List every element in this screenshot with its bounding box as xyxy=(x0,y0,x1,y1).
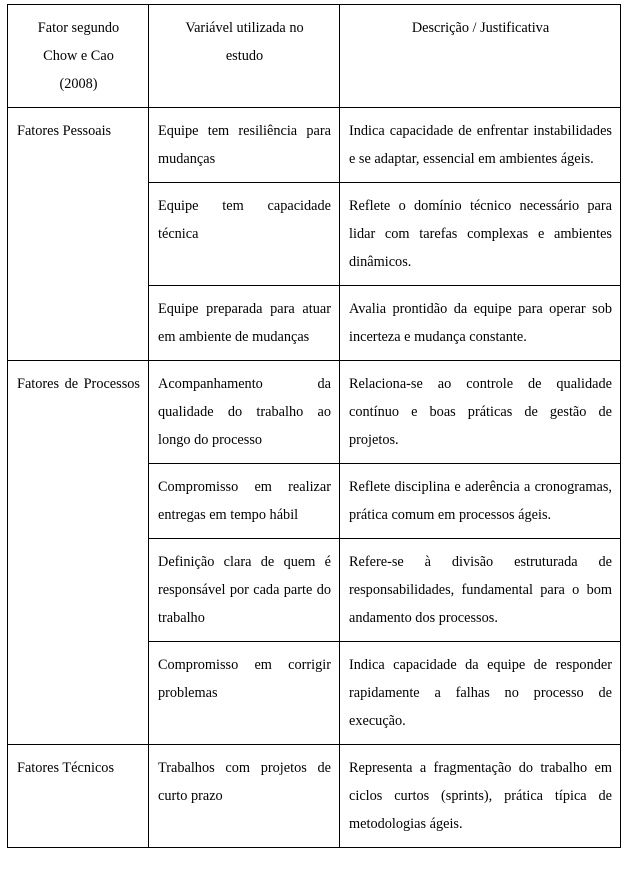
factors-table xyxy=(7,4,621,848)
variable-cell: Compromisso em realizar entregas em tempo hábil xyxy=(149,464,340,539)
description-cell: Reflete disciplina e aderência a cronogramas, prática comum em processos ágeis. xyxy=(340,464,621,539)
variable-cell: Trabalhos com projetos de curto prazo xyxy=(149,745,340,848)
column-header-variable-line-2: estudo xyxy=(225,48,264,65)
factor-group-label: Fatores de Processos xyxy=(8,361,149,745)
description-cell: Reflete o domínio técnico necessário para lidar com tarefas complexas e ambientes dinâmicos. xyxy=(340,183,621,286)
factors-table-container xyxy=(7,4,620,848)
column-header-factor-line-1: Fator segundo xyxy=(37,20,120,36)
table-header xyxy=(8,5,621,108)
column-header-variable-line-1: Variável utilizada no xyxy=(185,20,304,36)
column-header-factor-line-2: Chow e Cao xyxy=(43,48,114,65)
description-cell: Avalia prontidão da equipe para operar sob incerteza e mudança constante. xyxy=(340,286,621,361)
factor-group-label: Fatores Técnicos xyxy=(8,745,149,848)
table-row xyxy=(8,108,621,183)
variable-cell: Equipe tem capacidade técnica xyxy=(149,183,340,286)
header-row xyxy=(8,5,621,108)
table-body xyxy=(8,108,621,848)
column-header-description-line-1: Descrição / Justificativa xyxy=(411,20,550,36)
column-header-variable xyxy=(149,5,340,108)
variable-cell: Compromisso em corrigir problemas xyxy=(149,642,340,745)
description-cell: Indica capacidade de enfrentar instabilidades e se adaptar, essencial em ambientes ágeis. xyxy=(340,108,621,183)
description-cell: Relaciona-se ao controle de qualidade contínuo e boas práticas de gestão de projetos. xyxy=(340,361,621,464)
column-header-factor xyxy=(8,5,149,108)
variable-cell: Equipe preparada para atuar em ambiente de mudanças xyxy=(149,286,340,361)
description-cell: Representa a fragmentação do trabalho em ciclos curtos (sprints), prática típica de metodologias ágeis. xyxy=(340,745,621,848)
description-cell: Indica capacidade da equipe de responder rapidamente a falhas no processo de execução. xyxy=(340,642,621,745)
variable-cell: Equipe tem resiliência para mudanças xyxy=(149,108,340,183)
column-header-description xyxy=(340,5,621,108)
variable-cell: Acompanhamento da qualidade do trabalho ao longo do processo xyxy=(149,361,340,464)
column-header-factor-line-3: (2008) xyxy=(59,76,98,93)
table-row xyxy=(8,361,621,464)
table-row xyxy=(8,745,621,848)
description-cell: Refere-se à divisão estruturada de responsabilidades, fundamental para o bom andamento dos processos. xyxy=(340,539,621,642)
variable-cell: Definição clara de quem é responsável por cada parte do trabalho xyxy=(149,539,340,642)
factor-group-label: Fatores Pessoais xyxy=(8,108,149,361)
